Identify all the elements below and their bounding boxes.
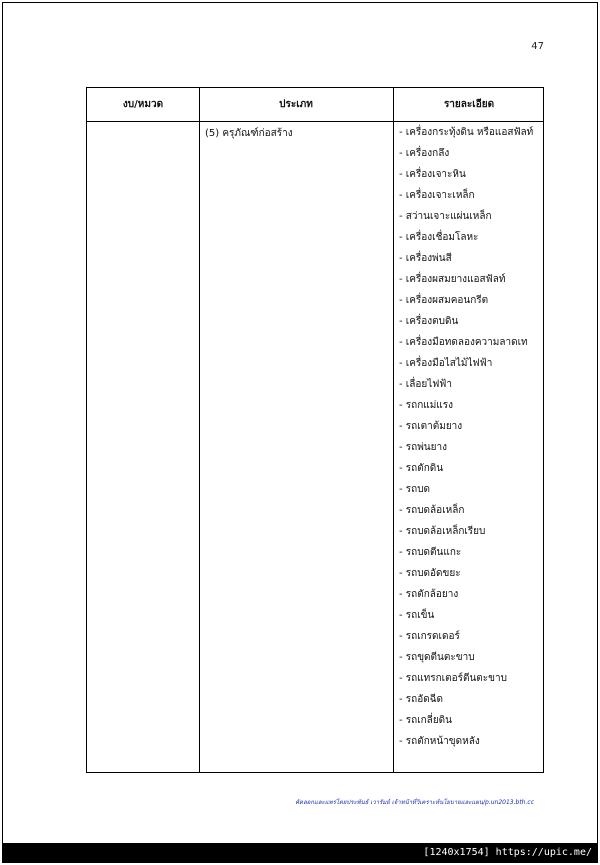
column-divider-2 [393,88,394,772]
footer-credit: คัดลอกและแพร่โดยประพันธ์ เวารัมย์ เจ้าหน้าที่วิเคราะห์นโยบายและแผน/p.un2013.bth.cc [295,799,534,806]
page-number: 47 [531,41,544,52]
column-divider-1 [199,88,200,772]
list-item: - เลื่อยไฟฟ้า [399,379,453,390]
list-item: - รถเกรดเดอร์ [399,631,460,642]
list-item: - รถเกลี่ยดิน [399,715,453,726]
list-item: - รถเตาต้มยาง [399,421,463,432]
header-details: รายละเอียด [443,99,495,110]
details-list [399,125,533,755]
list-item: - เครื่องพ่นสี [399,253,452,264]
list-item: - เครื่องมือไสไม้ไฟฟ้า [399,358,493,369]
budget-table [86,87,544,773]
list-item: - รถตักหน้าขุดหลัง [399,736,480,747]
list-item: - รถกแม่แรง [399,400,454,411]
list-item: - เครื่องกระทุ้งดิน หรือแอสฟัลท์ [399,127,534,138]
table-header-row [87,88,543,122]
list-item: - รถบด [399,484,431,495]
list-item: - เครื่องมือทดลองความลาดเท [399,337,528,348]
header-budget-category: งบ/หมวด [122,99,164,110]
list-item: - เครื่องเจาะเหล็ก [399,190,475,201]
list-item: - เครื่องเจาะหิน [399,169,466,180]
list-item: - รถอัดฉีด [399,694,444,705]
list-item: - เครื่องตบดิน [399,316,459,327]
list-item: - เครื่องกลึง [399,148,450,159]
list-item: - รถเข็น [399,610,435,621]
image-watermark: [1240x1754] https://upic.me/ [2,843,598,863]
list-item: - รถบดล้อเหล็กเรียบ [399,526,486,537]
type-cell: (5) ครุภัณฑ์ก่อสร้าง [205,128,293,139]
list-item: - รถตักล้อยาง [399,589,459,600]
header-type: ประเภท [279,99,313,110]
list-item: - รถแทรกเตอร์ตีนตะขาบ [399,673,507,684]
list-item: - เครื่องผสมยางแอสฟัลท์ [399,274,506,285]
list-item: - รถพ่นยาง [399,442,447,453]
list-item: - สว่านเจาะแผ่นเหล็ก [399,211,492,222]
list-item: - เครื่องเชื่อมโลหะ [399,232,479,243]
list-item: - รถบดตีนแกะ [399,547,462,558]
list-item: - รถตักดิน [399,463,444,474]
list-item: - รถบดล้อเหล็ก [399,505,465,516]
list-item: - เครื่องผสมคอนกรีต [399,295,489,306]
list-item: - รถขุดตีนตะขาบ [399,652,475,663]
list-item: - รถบดอัดขยะ [399,568,461,579]
